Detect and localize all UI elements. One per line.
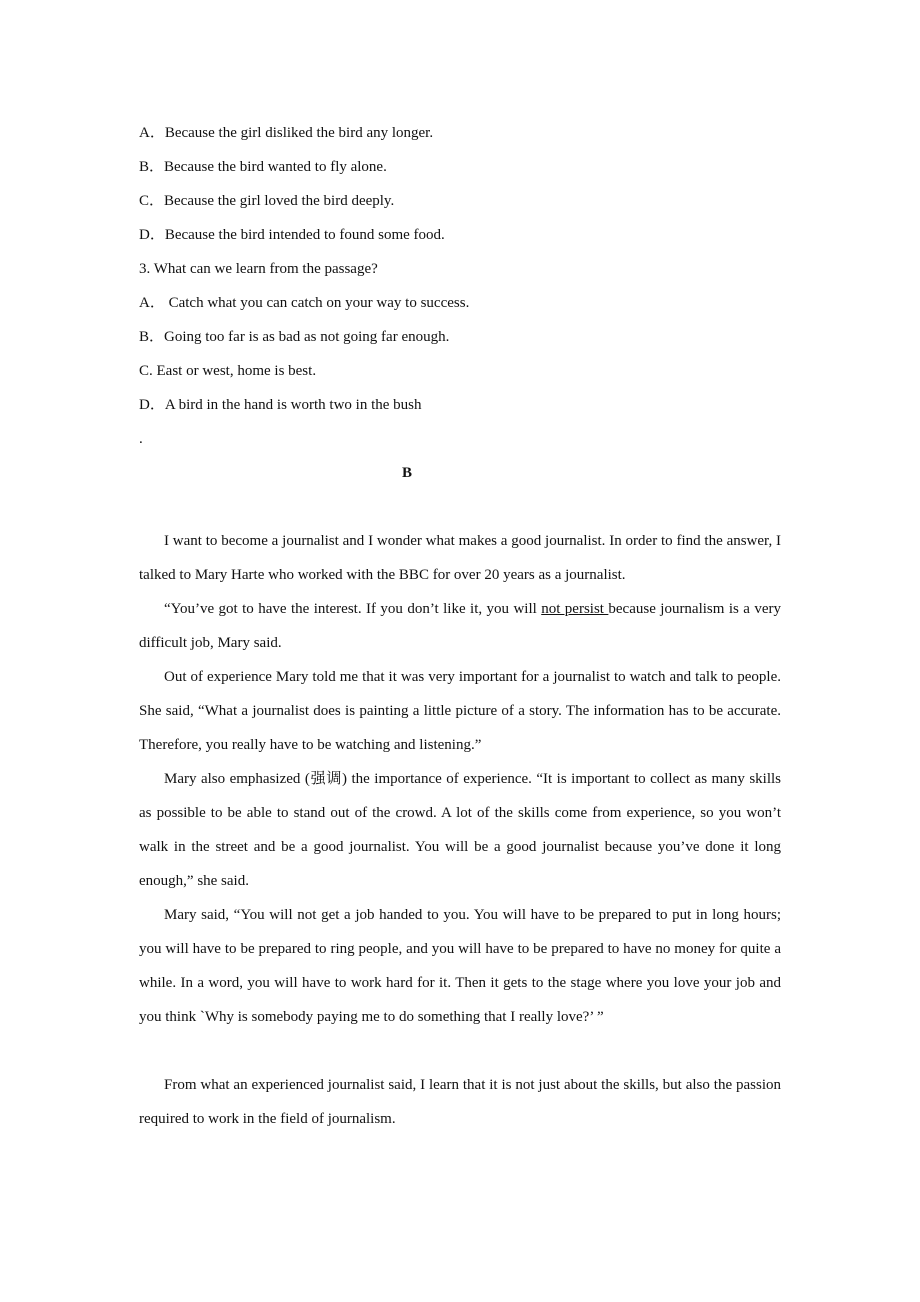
paragraph-6: From what an experienced journalist said, I learn that it is not just about the skills, but also the passion required to work in the field of journalism. [139,1077,781,1127]
stray-period: . [139,431,143,447]
paragraph-2-end: because journalism is a very difficult job, Mary said. [139,601,781,651]
q2-option-a: A．Because the girl disliked the bird any longer. [139,125,434,141]
paragraph-2-start: “You’ve got to have the interest. If you don’t like it, you will [164,601,542,617]
paragraph-3: Out of experience Mary told me that it was very important for a journalist to watch and talk to people. She said, “What a journalist does is painting a little picture of a story. The information has to be accurate. Therefore, you really have to be watching and listening.” [139,669,781,753]
paragraph-1: I want to become a journalist and I wonder what makes a good journalist. In order to find the answer, I talked to Mary Harte who worked with the BBC for over 20 years as a journalist. [139,533,781,583]
q3-option-a: A． Catch what you can catch on your way to success. [139,295,470,311]
paragraph-4: Mary also emphasized (强调) the importance of experience. “It is important to collect as many skills as possible to be able to stand out of the crowd. A lot of the skills come from experience, so you won’t walk in the street and be a good journalist. You will be a good journalist because you’ve done it long enough,” she said. [139,771,781,889]
q3-option-b: B．Going too far is as bad as not going far enough. [139,329,450,345]
q2-option-c: C．Because the girl loved the bird deeply. [139,193,395,209]
section-heading: B [401,465,412,481]
paragraph-2 [139,592,781,660]
underlined-phrase: not persist [541,601,609,617]
q3-option-d: D．A bird in the hand is worth two in the bush [139,397,422,413]
q3-option-c: C. East or west, home is best. [139,363,317,379]
q2-option-b: B．Because the bird wanted to fly alone. [139,159,387,175]
q3-stem: 3. What can we learn from the passage? [139,261,378,277]
q2-option-d: D．Because the bird intended to found some food. [139,227,445,243]
paragraph-5: Mary said, “You will not get a job handed to you. You will have to be prepared to put in long hours; you will have to be prepared to ring people, and you will have to be prepared to have no money for quite a while. In a word, you will have to work hard for it. Then it gets to the stage where you love your job and you think `Why is somebody paying me to do something that I really love?’ ” [139,907,781,1025]
